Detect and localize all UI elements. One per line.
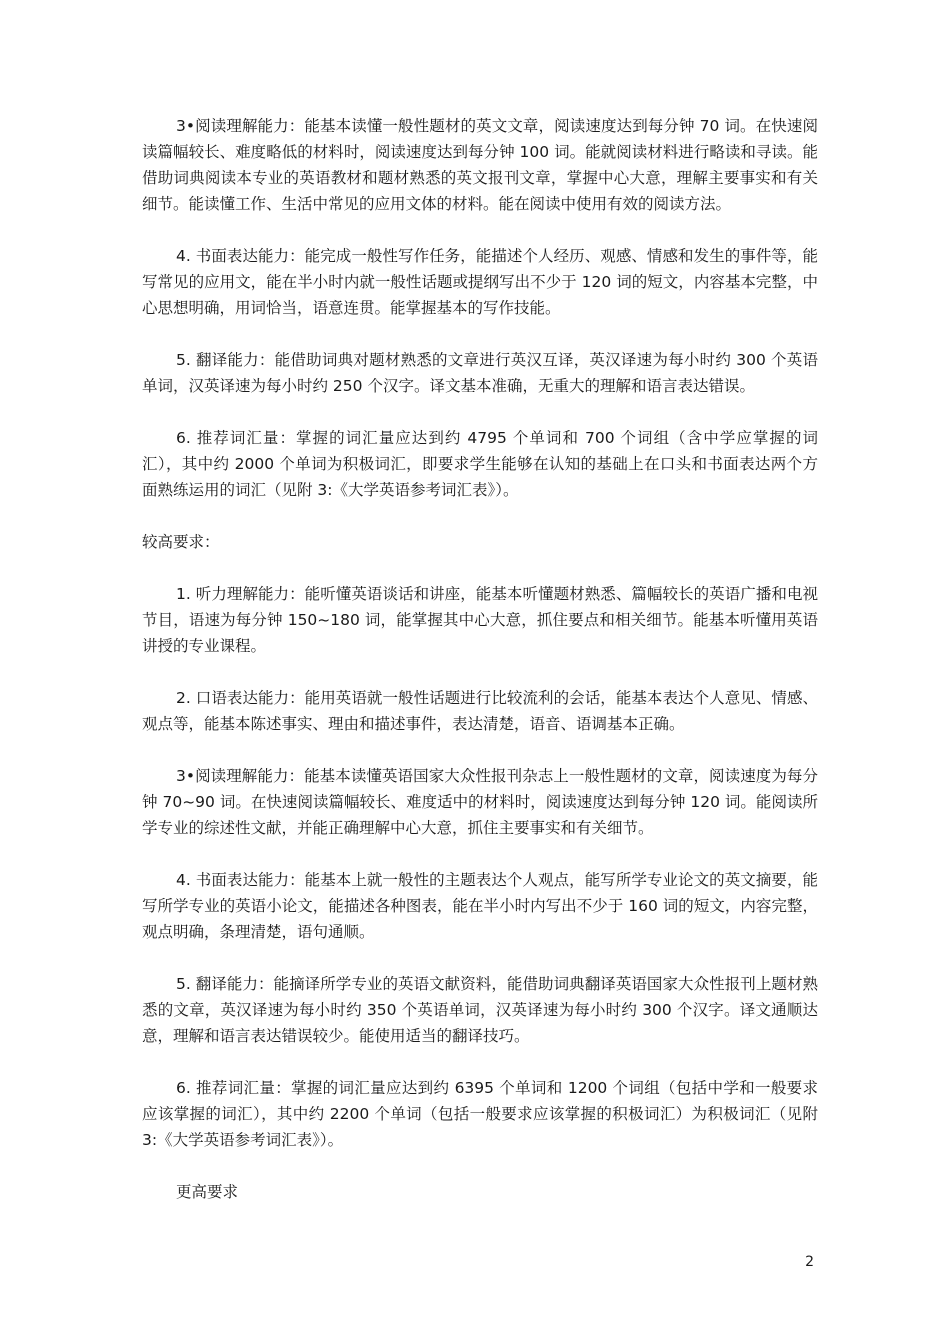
- paragraph-translation-higher: 5. 翻译能力：能摘译所学专业的英语文献资料，能借助词典翻译英语国家大众性报刊上题材熟悉的文章，英汉译速为每小时约 350 个英语单词，汉英译速为每小时约 300 个汉字。译文通顺达意，理解和语言表达错误较少。能使用适当的翻译技巧。: [142, 975, 818, 1045]
- paragraph-reading-higher: 3•阅读理解能力：能基本读懂英语国家大众性报刊杂志上一般性题材的文章，阅读速度为每分钟 70~90 词。在快速阅读篇幅较长、难度适中的材料时，阅读速度达到每分钟 120 词。能阅读所学专业的综述性文献，并能正确理解中心大意，抓住主要事实和有关细节。: [142, 767, 818, 837]
- section-heading-higher: 较高要求：: [142, 533, 220, 551]
- paragraph-vocabulary-higher: 6. 推荐词汇量：掌握的词汇量应达到约 6395 个单词和 1200 个词组（包括中学和一般要求应该掌握的词汇），其中约 2200 个单词（包括一般要求应该掌握的积极词汇）为积极词汇（见附 3:《大学英语参考词汇表》）。: [142, 1079, 818, 1149]
- paragraph-writing-higher: 4. 书面表达能力：能基本上就一般性的主题表达个人观点，能写所学专业论文的英文摘要，能写所学专业的英语小论文，能描述各种图表，能在半小时内写出不少于 160 词的短文，内容完整，观点明确，条理清楚，语句通顺。: [142, 871, 818, 941]
- paragraph-translation-basic: 5. 翻译能力：能借助词典对题材熟悉的文章进行英汉互译，英汉译速为每小时约 300 个英语单词，汉英译速为每小时约 250 个汉字。译文基本准确，无重大的理解和语言表达错误。: [142, 351, 818, 395]
- document-body: [142, 113, 818, 1231]
- paragraph-writing-basic: 4. 书面表达能力：能完成一般性写作任务，能描述个人经历、观感、情感和发生的事件等，能写常见的应用文，能在半小时内就一般性话题或提纲写出不少于 120 词的短文，内容基本完整，中心思想明确，用词恰当，语意连贯。能掌握基本的写作技能。: [142, 247, 818, 317]
- paragraph-vocabulary-basic: 6. 推荐词汇量：掌握的词汇量应达到约 4795 个单词和 700 个词组（含中学应掌握的词汇），其中约 2000 个单词为积极词汇，即要求学生能够在认知的基础上在口头和书面表达两个方面熟练运用的词汇（见附 3:《大学英语参考词汇表》）。: [142, 429, 818, 499]
- paragraph-listening-higher: 1. 听力理解能力：能听懂英语谈话和讲座，能基本听懂题材熟悉、篇幅较长的英语广播和电视节目，语速为每分钟 150~180 词，能掌握其中心大意，抓住要点和相关细节。能基本听懂用英语讲授的专业课程。: [142, 585, 818, 655]
- paragraph-speaking-higher: 2. 口语表达能力：能用英语就一般性话题进行比较流利的会话，能基本表达个人意见、情感、观点等，能基本陈述事实、理由和描述事件，表达清楚，语音、语调基本正确。: [142, 689, 818, 733]
- paragraph-reading-basic: 3•阅读理解能力：能基本读懂一般性题材的英文文章，阅读速度达到每分钟 70 词。在快速阅读篇幅较长、难度略低的材料时，阅读速度达到每分钟 100 词。能就阅读材料进行略读和寻读。能借助词典阅读本专业的英语教材和题材熟悉的英文报刊文章，掌握中心大意，理解主要事实和有关细节。能读懂工作、生活中常见的应用文体的材料。能在阅读中使用有效的阅读方法。: [142, 117, 818, 213]
- page-number: 2: [805, 1254, 814, 1270]
- section-heading-highest: 更高要求: [176, 1183, 239, 1201]
